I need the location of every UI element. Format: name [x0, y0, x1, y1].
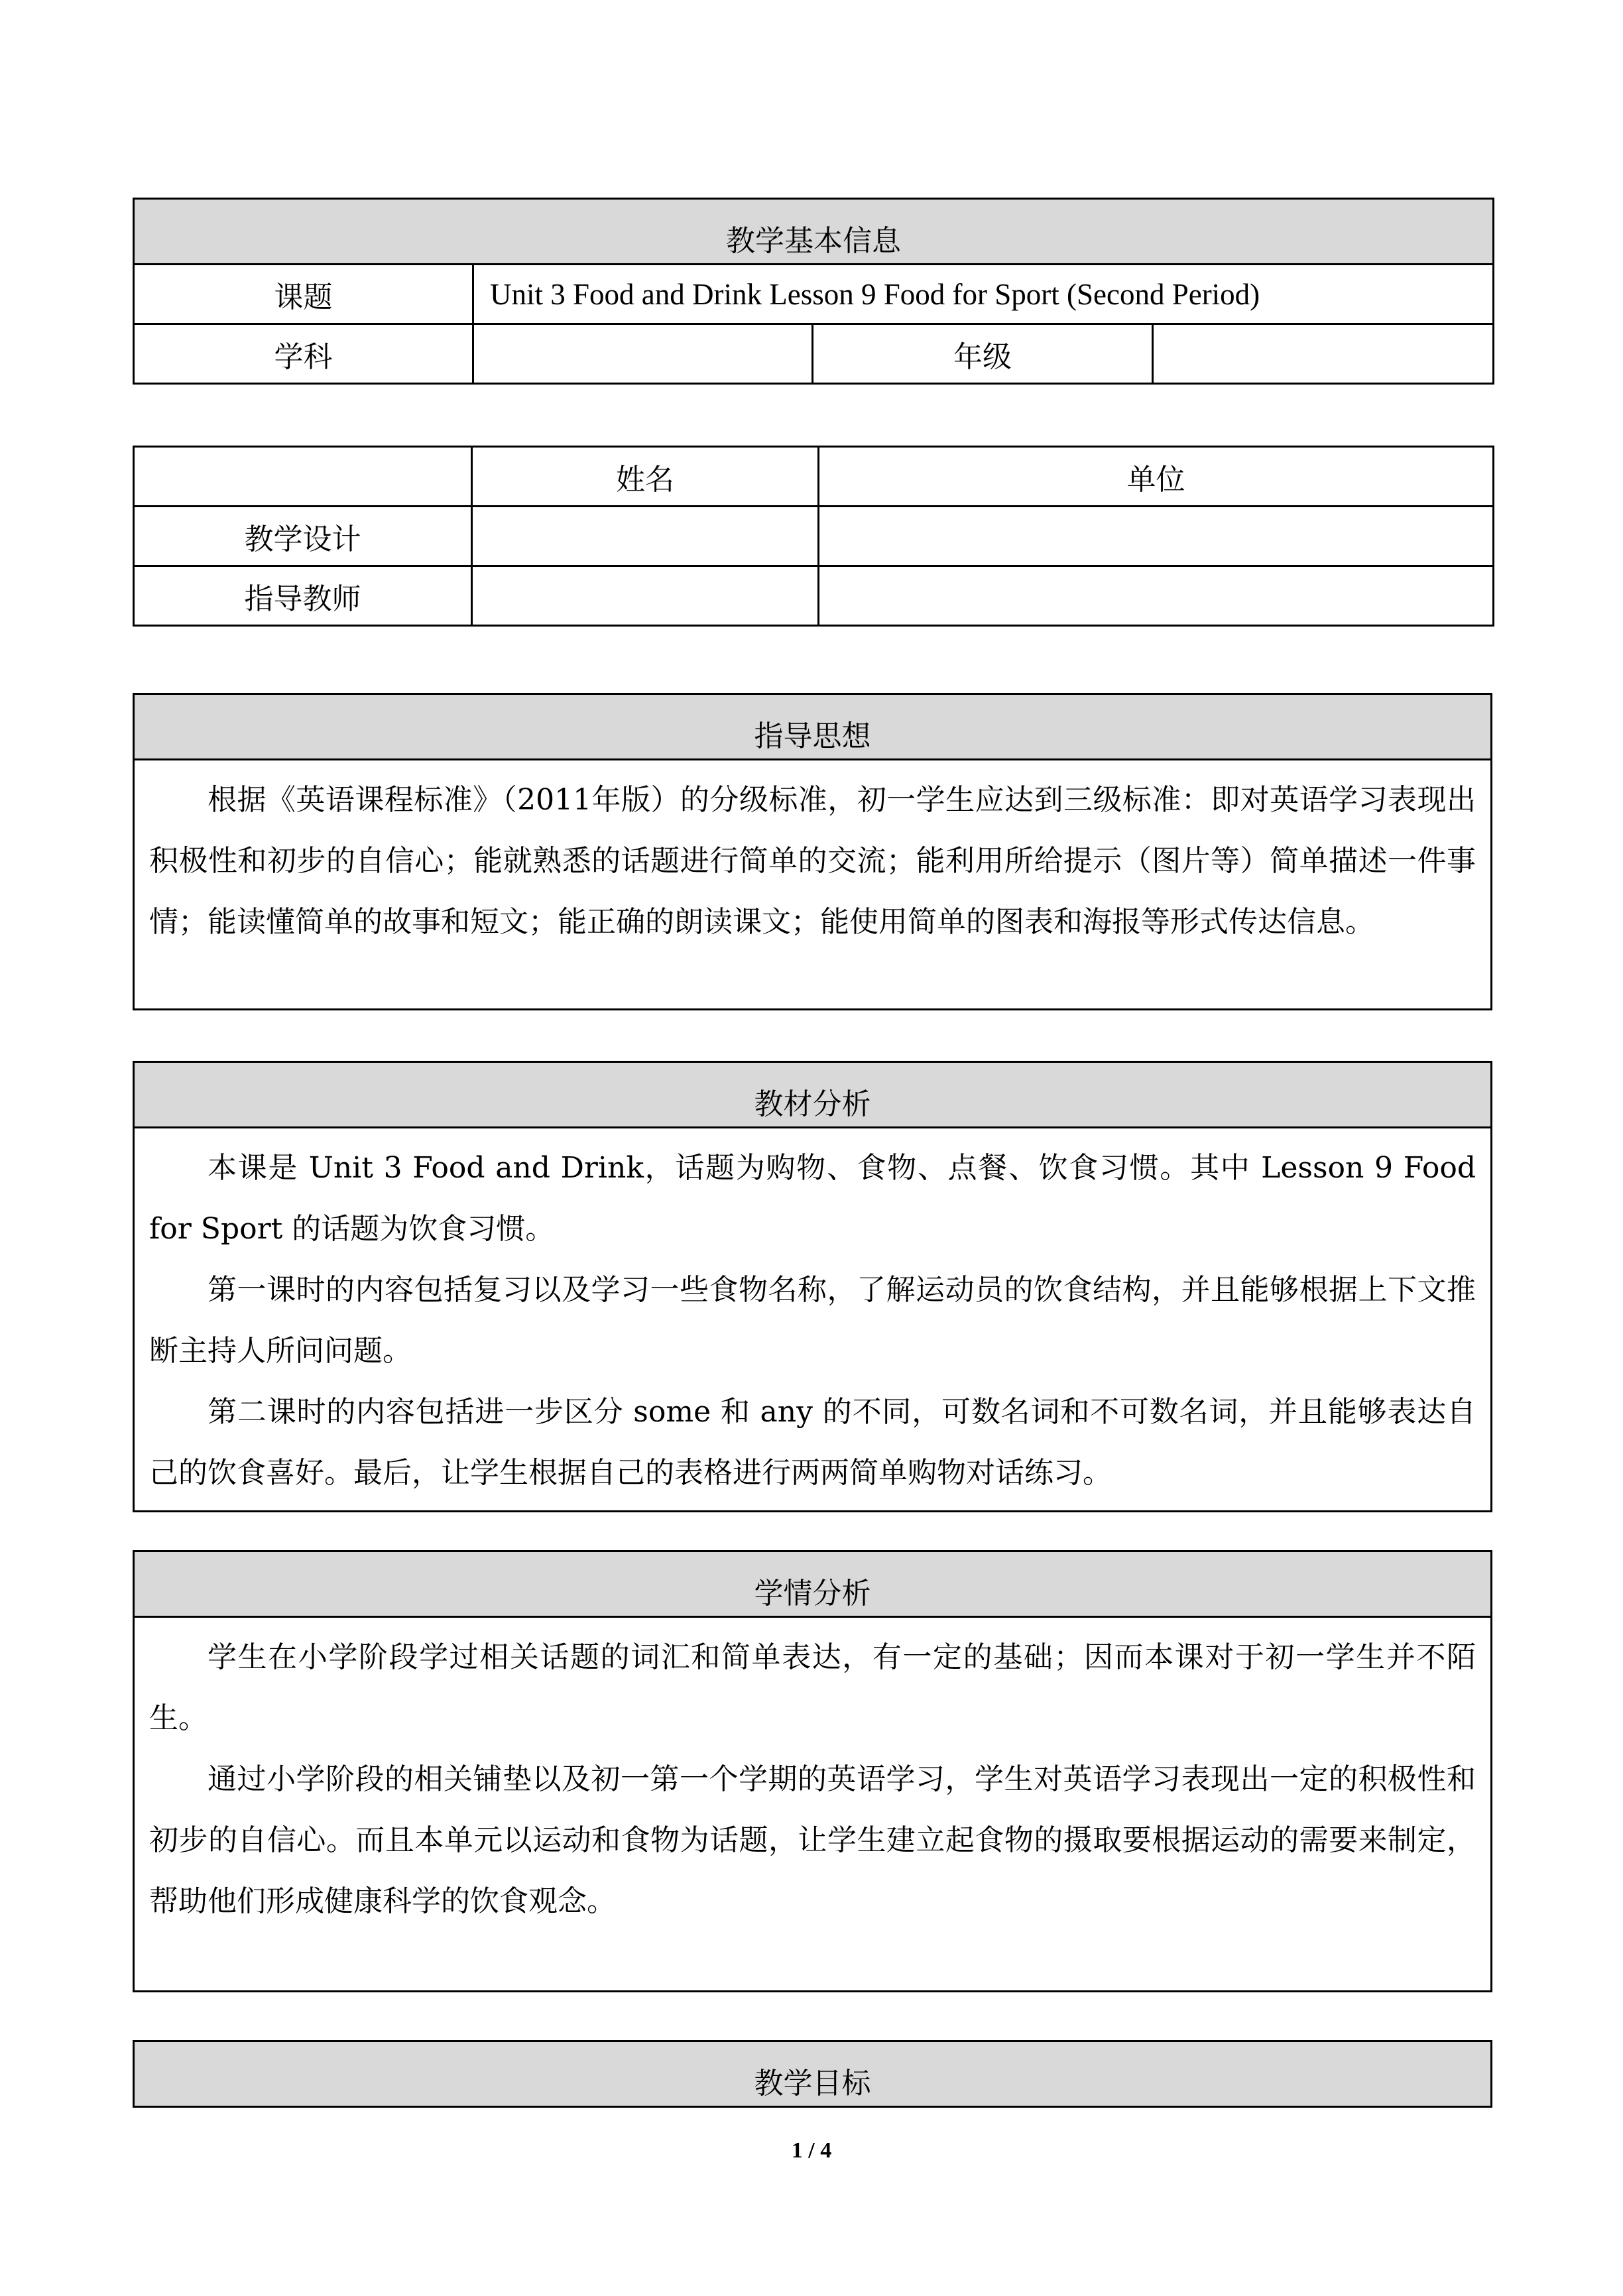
- guiding-thought-paragraph: 根据《英语课程标准》（2011年版）的分级标准，初一学生应达到三级标准：即对英语学习表现出积极性和初步的自信心；能就熟悉的话题进行简单的交流；能利用所给提示（图片等）简单描述一件事情；能读懂简单的故事和短文；能正确的朗读课文；能使用简单的图表和海报等形式传达信息。: [149, 783, 1476, 939]
- basic-info-heading: 教学基本信息: [134, 199, 1494, 265]
- guiding-thought-table: [133, 693, 1492, 1010]
- material-analysis-heading: 教材分析: [134, 1062, 1492, 1128]
- row-label-advisor: 指导教师: [134, 566, 472, 626]
- topic-label: 课题: [134, 265, 473, 324]
- subject-value: [473, 324, 813, 384]
- unit-column-header: 单位: [819, 447, 1494, 507]
- guiding-thought-body: [134, 760, 1492, 1010]
- teaching-goals-table: [133, 2040, 1492, 2108]
- guiding-thought-heading: 指导思想: [134, 694, 1492, 760]
- people-corner-cell: [134, 447, 472, 507]
- material-paragraph: 本课是 Unit 3 Food and Drink，话题为购物、食物、点餐、饮食习惯。其中 Lesson 9 Food for Sport 的话题为饮食习惯。: [149, 1151, 1476, 1246]
- page-number: 1 / 4: [791, 2138, 832, 2163]
- row-label-design: 教学设计: [134, 507, 472, 566]
- grade-value: [1153, 324, 1494, 384]
- student-analysis-heading: 学情分析: [134, 1551, 1492, 1617]
- topic-value: Unit 3 Food and Drink Lesson 9 Food for Sport (Second Period): [473, 265, 1494, 324]
- design-unit-cell: [819, 507, 1494, 566]
- material-paragraph: 第一课时的内容包括复习以及学习一些食物名称，了解运动员的饮食结构，并且能够根据上下文推断主持人所问问题。: [149, 1273, 1476, 1368]
- grade-label: 年级: [813, 324, 1153, 384]
- advisor-unit-cell: [819, 566, 1494, 626]
- people-table: [133, 446, 1494, 627]
- design-name-cell: [472, 507, 819, 566]
- material-analysis-body: [134, 1128, 1492, 1512]
- student-paragraph: 学生在小学阶段学过相关话题的词汇和简单表达，有一定的基础；因而本课对于初一学生并不陌生。: [149, 1640, 1476, 1735]
- student-paragraph: 通过小学阶段的相关铺垫以及初一第一个学期的英语学习，学生对英语学习表现出一定的积极性和初步的自信心。而且本单元以运动和食物为话题，让学生建立起食物的摄取要根据运动的需要来制定，帮助他们形成健康科学的饮食观念。: [149, 1762, 1476, 1918]
- name-column-header: 姓名: [472, 447, 819, 507]
- advisor-name-cell: [472, 566, 819, 626]
- basic-info-table: [133, 198, 1494, 385]
- material-analysis-table: [133, 1061, 1492, 1512]
- student-analysis-body: [134, 1617, 1492, 1992]
- student-analysis-table: [133, 1550, 1492, 1992]
- material-paragraph: 第二课时的内容包括进一步区分 some 和 any 的不同，可数名词和不可数名词，并且能够表达自己的饮食喜好。最后，让学生根据自己的表格进行两两简单购物对话练习。: [149, 1395, 1476, 1490]
- subject-label: 学科: [134, 324, 473, 384]
- teaching-goals-heading: 教学目标: [134, 2041, 1492, 2107]
